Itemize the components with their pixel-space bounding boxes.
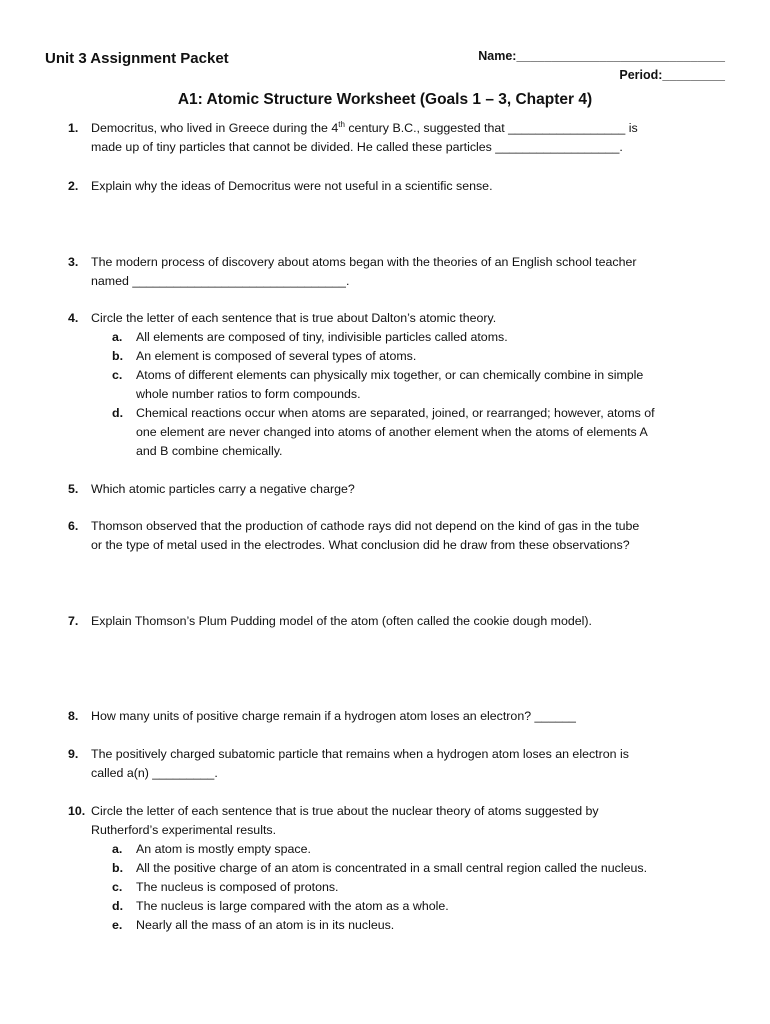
question-8 — [68, 707, 728, 726]
option-text: and B combine chemically. — [136, 444, 283, 458]
question-number: 9. — [68, 747, 79, 761]
option-text: Atoms of different elements can physically mix together, or can chemically combine in simple — [136, 368, 644, 382]
question-text: Explain Thomson’s Plum Pudding model of the atom (often called the cookie dough model). — [91, 614, 592, 628]
option-d — [91, 897, 728, 916]
question-6 — [68, 517, 728, 555]
option-letter: d. — [112, 406, 124, 420]
question-number: 3. — [68, 255, 79, 269]
worksheet-title: A1: Atomic Structure Worksheet (Goals 1 – 3, Chapter 4) — [177, 91, 593, 108]
question-text-line: or the type of metal used in the electrodes. What conclusion did he draw from these observations? — [91, 538, 630, 552]
question-text: Circle the letter of each sentence that is true about Dalton’s atomic theory. — [91, 311, 497, 325]
option-b — [91, 347, 728, 366]
option-letter: b. — [112, 861, 124, 875]
option-text: The nucleus is composed of protons. — [136, 880, 339, 894]
period-field: Period:_________ — [619, 68, 725, 82]
question-3 — [68, 253, 728, 291]
question-number: 10. — [68, 804, 86, 818]
option-letter: c. — [112, 880, 123, 894]
question-text-line: made up of tiny particles that cannot be divided. He called these particles __________________. — [91, 140, 623, 154]
question-text: Explain why the ideas of Democritus were not useful in a scientific sense. — [91, 179, 493, 193]
question-text-line: Rutherford’s experimental results. — [91, 823, 277, 837]
option-text: An atom is mostly empty space. — [136, 842, 311, 856]
option-c — [91, 878, 728, 897]
question-1 — [68, 119, 728, 157]
question-number: 4. — [68, 311, 79, 325]
question-text: Which atomic particles carry a negative charge? — [91, 482, 355, 496]
option-list — [91, 840, 728, 935]
question-9 — [68, 745, 728, 783]
question-text — [91, 802, 728, 840]
question-5 — [68, 480, 728, 499]
question-7 — [68, 612, 728, 631]
question-text — [91, 517, 728, 555]
name-field: Name:______________________________ — [478, 49, 725, 63]
question-text-line: The modern process of discovery about atoms began with the theories of an English school teacher — [91, 255, 637, 269]
question-4 — [68, 309, 728, 461]
question-text — [91, 253, 728, 291]
option-letter: a. — [112, 330, 123, 344]
question-number: 1. — [68, 121, 79, 135]
option-a — [91, 840, 728, 859]
option-text: The nucleus is large compared with the atom as a whole. — [136, 899, 449, 913]
option-text: Nearly all the mass of an atom is in its nucleus. — [136, 918, 395, 932]
option-list — [91, 328, 728, 461]
question-text-line: The positively charged subatomic particle that remains when a hydrogen atom loses an electron is — [91, 747, 629, 761]
question-text — [91, 745, 728, 783]
option-text: All elements are composed of tiny, indivisible particles called atoms. — [136, 330, 508, 344]
option-text: An element is composed of several types of atoms. — [136, 349, 417, 363]
question-2 — [68, 177, 728, 196]
question-number: 7. — [68, 614, 79, 628]
option-text: whole number ratios to form compounds. — [136, 387, 361, 401]
option-letter: d. — [112, 899, 124, 913]
question-text-line: Circle the letter of each sentence that is true about the nuclear theory of atoms suggested by — [91, 804, 599, 818]
option-text: one element are never changed into atoms of another element when the atoms of elements A — [136, 425, 648, 439]
question-10 — [68, 802, 728, 935]
question-text — [91, 119, 728, 157]
question-text-line: named _______________________________. — [91, 274, 350, 288]
option-c — [91, 366, 728, 404]
option-letter: c. — [112, 368, 123, 382]
option-a — [91, 328, 728, 347]
question-number: 5. — [68, 482, 79, 496]
option-b — [91, 859, 728, 878]
superscript: th — [338, 119, 345, 129]
option-letter: e. — [112, 918, 123, 932]
packet-title: Unit 3 Assignment Packet — [45, 50, 229, 67]
question-text-line: Thomson observed that the production of cathode rays did not depend on the kind of gas in the tube — [91, 519, 640, 533]
question-number: 8. — [68, 709, 79, 723]
option-e — [91, 916, 728, 935]
question-text: How many units of positive charge remain if a hydrogen atom loses an electron? ______ — [91, 709, 576, 723]
question-number: 2. — [68, 179, 79, 193]
question-number: 6. — [68, 519, 79, 533]
option-text: All the positive charge of an atom is concentrated in a small central region called the nucleus. — [136, 861, 648, 875]
question-text-part: century B.C., suggested that _________________ is — [344, 121, 638, 135]
question-text-line: called a(n) _________. — [91, 766, 218, 780]
option-letter: a. — [112, 842, 123, 856]
option-letter: b. — [112, 349, 124, 363]
question-text-part: Democritus, who lived in Greece during the 4 — [91, 121, 339, 135]
option-d — [91, 404, 728, 461]
option-text: Chemical reactions occur when atoms are separated, joined, or rearranged; however, atoms of — [136, 406, 655, 420]
